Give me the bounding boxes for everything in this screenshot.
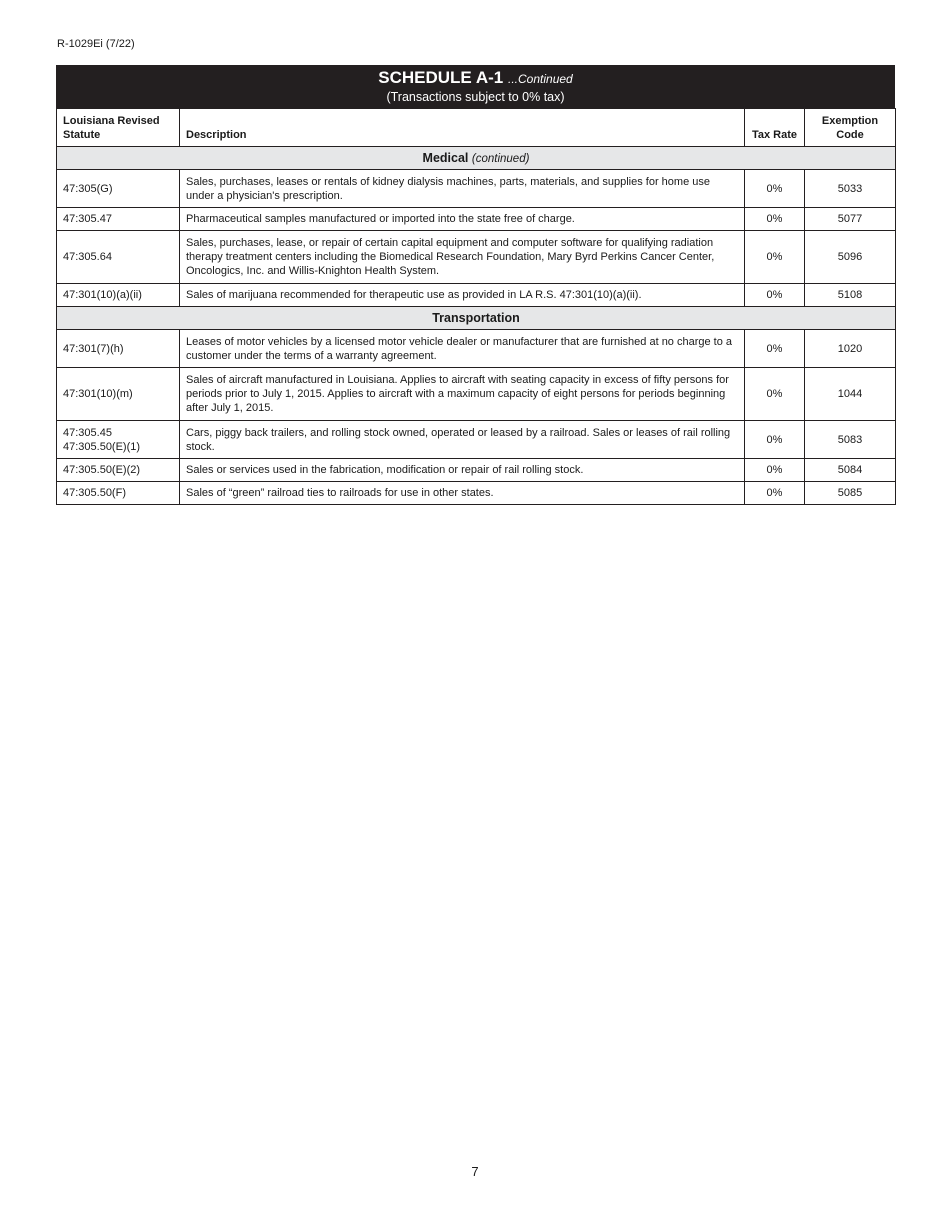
description-cell: Leases of motor vehicles by a licensed motor vehicle dealer or manufacturer that are furnished at no charge to a customer under the terms of a warranty agreement.	[180, 330, 745, 368]
description-cell: Sales of aircraft manufactured in Louisiana. Applies to aircraft with seating capacity in excess of fifty persons for periods prior to July 1, 2015. Applies to aircraft with a maximum capacity of eight persons for periods beginning after July 1, 2015.	[180, 368, 745, 421]
exemption-code-cell: 5084	[805, 459, 896, 482]
statute-cell: 47:305(G)	[57, 170, 180, 208]
exemption-code-cell: 5085	[805, 482, 896, 505]
tax-rate-cell: 0%	[745, 284, 805, 307]
column-header-row	[57, 109, 896, 147]
tax-rate-cell: 0%	[745, 368, 805, 421]
table-row	[57, 330, 896, 368]
exemption-code-cell: 5083	[805, 421, 896, 459]
col-header-statute: Louisiana Revised Statute	[57, 109, 180, 147]
statute-cell: 47:301(10)(a)(ii)	[57, 284, 180, 307]
description-cell: Sales of “green” railroad ties to railroads for use in other states.	[180, 482, 745, 505]
col-header-description: Description	[180, 109, 745, 147]
description-cell: Pharmaceutical samples manufactured or imported into the state free of charge.	[180, 208, 745, 231]
statute-cell: 47:305.47	[57, 208, 180, 231]
section-title	[57, 147, 896, 170]
section-title	[57, 307, 896, 330]
form-id: R-1029Ei (7/22)	[57, 38, 135, 50]
table-row	[57, 170, 896, 208]
col-header-exemption-code: Exemption Code	[805, 109, 896, 147]
exemption-code-cell: 1020	[805, 330, 896, 368]
continued-note: ...Continued	[508, 72, 573, 86]
table-row	[57, 368, 896, 421]
schedule-title: SCHEDULE A-1	[378, 68, 504, 87]
schedule-title-line	[56, 68, 895, 89]
statute-cell: 47:305.45 47:305.50(E)(1)	[57, 421, 180, 459]
schedule-subtitle: (Transactions subject to 0% tax)	[386, 90, 565, 104]
statute-cell: 47:305.64	[57, 231, 180, 284]
schedule-table	[56, 108, 896, 505]
tax-rate-cell: 0%	[745, 482, 805, 505]
table-row	[57, 482, 896, 505]
table-row	[57, 231, 896, 284]
exemption-code-cell: 1044	[805, 368, 896, 421]
table-body	[57, 147, 896, 505]
statute-cell: 47:305.50(F)	[57, 482, 180, 505]
description-cell: Sales of marijuana recommended for therapeutic use as provided in LA R.S. 47:301(10)(a)(ii).	[180, 284, 745, 307]
exemption-code-cell: 5096	[805, 231, 896, 284]
tax-rate-cell: 0%	[745, 170, 805, 208]
schedule-header	[56, 65, 895, 108]
description-cell: Sales or services used in the fabrication, modification or repair of rail rolling stock.	[180, 459, 745, 482]
schedule-table-wrapper	[56, 65, 895, 505]
section-title-text: Transportation	[432, 311, 520, 325]
description-cell: Sales, purchases, leases or rentals of kidney dialysis machines, parts, materials, and supplies for home use under a physician's prescription.	[180, 170, 745, 208]
table-row	[57, 459, 896, 482]
exemption-code-cell: 5033	[805, 170, 896, 208]
col-header-tax-rate: Tax Rate	[745, 109, 805, 147]
section-note: (continued)	[471, 152, 530, 165]
table-row	[57, 421, 896, 459]
table-row	[57, 208, 896, 231]
page-number: 7	[471, 1164, 479, 1179]
statute-cell: 47:301(7)(h)	[57, 330, 180, 368]
section-header-row	[57, 307, 896, 330]
section-title-text: Medical	[422, 150, 469, 165]
description-cell: Cars, piggy back trailers, and rolling stock owned, operated or leased by a railroad. Sales or leases of rail rolling stock.	[180, 421, 745, 459]
table-row	[57, 284, 896, 307]
section-header-row	[57, 147, 896, 170]
statute-cell: 47:305.50(E)(2)	[57, 459, 180, 482]
description-cell: Sales, purchases, lease, or repair of certain capital equipment and computer software for qualifying radiation therapy treatment centers including the Biomedical Research Foundation, Mary Byrd Perkins Cancer Center, Oncologics, Inc. and Willis-Knighton Health System.	[180, 231, 745, 284]
tax-rate-cell: 0%	[745, 330, 805, 368]
tax-rate-cell: 0%	[745, 231, 805, 284]
exemption-code-cell: 5108	[805, 284, 896, 307]
tax-rate-cell: 0%	[745, 459, 805, 482]
tax-rate-cell: 0%	[745, 421, 805, 459]
statute-cell: 47:301(10)(m)	[57, 368, 180, 421]
tax-rate-cell: 0%	[745, 208, 805, 231]
exemption-code-cell: 5077	[805, 208, 896, 231]
